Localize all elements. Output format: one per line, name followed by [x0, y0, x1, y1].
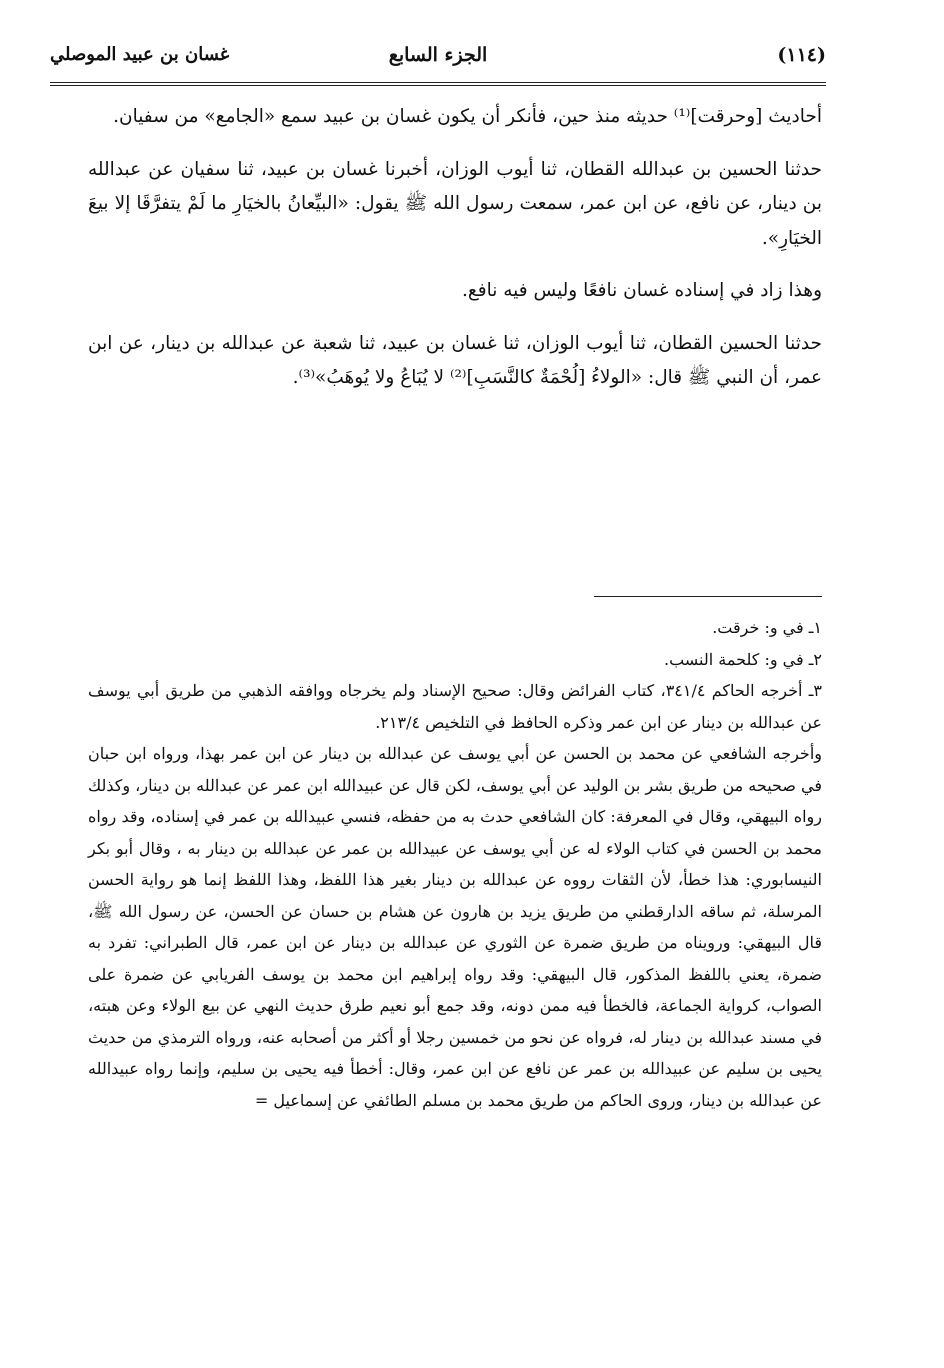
footnote: ٣ـ أخرجه الحاكم ٣٤١/٤، كتاب الفرائض وقال: صحيح الإسناد ولم يخرجاه ووافقه الذهبي من طريق أبي يوسف عن عبدالله بن دينار عن ابن عمر وذكره الحافظ في التلخيص ٢١٣/٤.: [88, 681, 823, 732]
footnote-separator: [594, 596, 822, 597]
footnotes: [88, 612, 822, 1116]
paragraph: وهذا زاد في إسناده غسان نافعًا وليس فيه نافع.: [462, 280, 822, 301]
page-number: (١١٤): [777, 44, 826, 66]
page-header: [50, 40, 826, 80]
footnote: ١ـ في و: خرقت.: [712, 618, 822, 637]
paragraph: حدثنا الحسين بن عبدالله القطان، ثنا أيوب الوزان، أخبرنا غسان بن عبيد، ثنا سفيان عن عبدالله بن دينار، عن نافع، عن ابن عمر، سمعت رسول الله ﷺ يقول: «البيِّعانُ بالخيَارِ ما لَمْ يتفرَّقَا إلا بيعَ الخيَارِ».: [88, 158, 822, 249]
footnote: ٢ـ في و: كلحمة النسب.: [663, 649, 822, 669]
volume-title: الجزء السابع: [388, 44, 488, 66]
running-title: غسان بن عبيد الموصلي: [50, 44, 230, 65]
main-text: [88, 100, 822, 414]
paragraph: أحاديث [وحرقت]⁽¹⁾ حديثه منذ حين، فأنكر أن يكون غسان بن عبيد سمع «الجامع» من سفيان.: [113, 106, 822, 127]
paragraph: حدثنا الحسين القطان، ثنا أيوب الوزان، ثنا غسان بن عبيد، ثنا شعبة عن عبدالله بن دينار، عن ابن عمر، أن النبي ﷺ قال: «الولاءُ [لُحْمَةٌ كالنَّسَبِ]⁽²⁾ لا يُبَاعُ ولا يُوهَبُ»⁽³⁾.: [88, 332, 822, 388]
header-rule: [50, 82, 826, 86]
footnote-continuation: وأخرجه الشافعي عن محمد بن الحسن عن أبي يوسف عن عبدالله بن دينار عن ابن عمر بهذا، ورواه ابن حبان في صحيحه من طريق بشر بن الوليد عن أبي يوسف، لكن قال عن عبيدالله ابن عمر عن عبدالله بن دينار، وكذلك رواه البيهقي، وقال في المعرفة: كان الشافعي حدث به من حفظه، فنسي عبيدالله بن عمر في إسناده، وقد رواه محمد بن الحسن في كتاب الولاء له عن أبي يوسف عن عبيدالله بن عمر عن عبدالله بن دينار به ، وقال أبو بكر النيسابوري: هذا خطأ، لأن الثقات رووه عن عبدالله بن دينار بغير هذا اللفظ، وهذا اللفظ إنما هو رواية الحسن المرسلة، ثم ساقه الدارقطني من طريق يزيد بن هارون عن هشام بن حسان عن الحسن، عن رسول الله ﷺ، قال البيهقي: ورويناه من طريق ضمرة عن الثوري عن عبدالله بن دينار عن ابن عمر، قال الطبراني: تفرد به ضمرة، يعني باللفظ المذكور، قال البيهقي: وقد رواه إبراهيم ابن محمد بن يوسف الفريابي عن ضمرة على الصواب، كرواية الجماعة، فالخطأ فيه ممن دونه، وقد جمع أبو نعيم طرق حديث النهي عن بيع الولاء وعن هبته، في مسند عبدالله بن دينار له، فرواه عن نحو من خمسين رجلا أو أكثر من أصحابه عنه، ورواه الترمذي من حديث يحيى بن سليم عن عبيدالله بن عمر عن نافع عن ابن عمر، وقال: أخطأ فيه يحيى بن سليم، وإنما رواه عبيدالله عن عبدالله بن دينار، وروى الحاكم من طريق محمد بن مسلم الطائفي عن إسماعيل =: [87, 744, 823, 1110]
